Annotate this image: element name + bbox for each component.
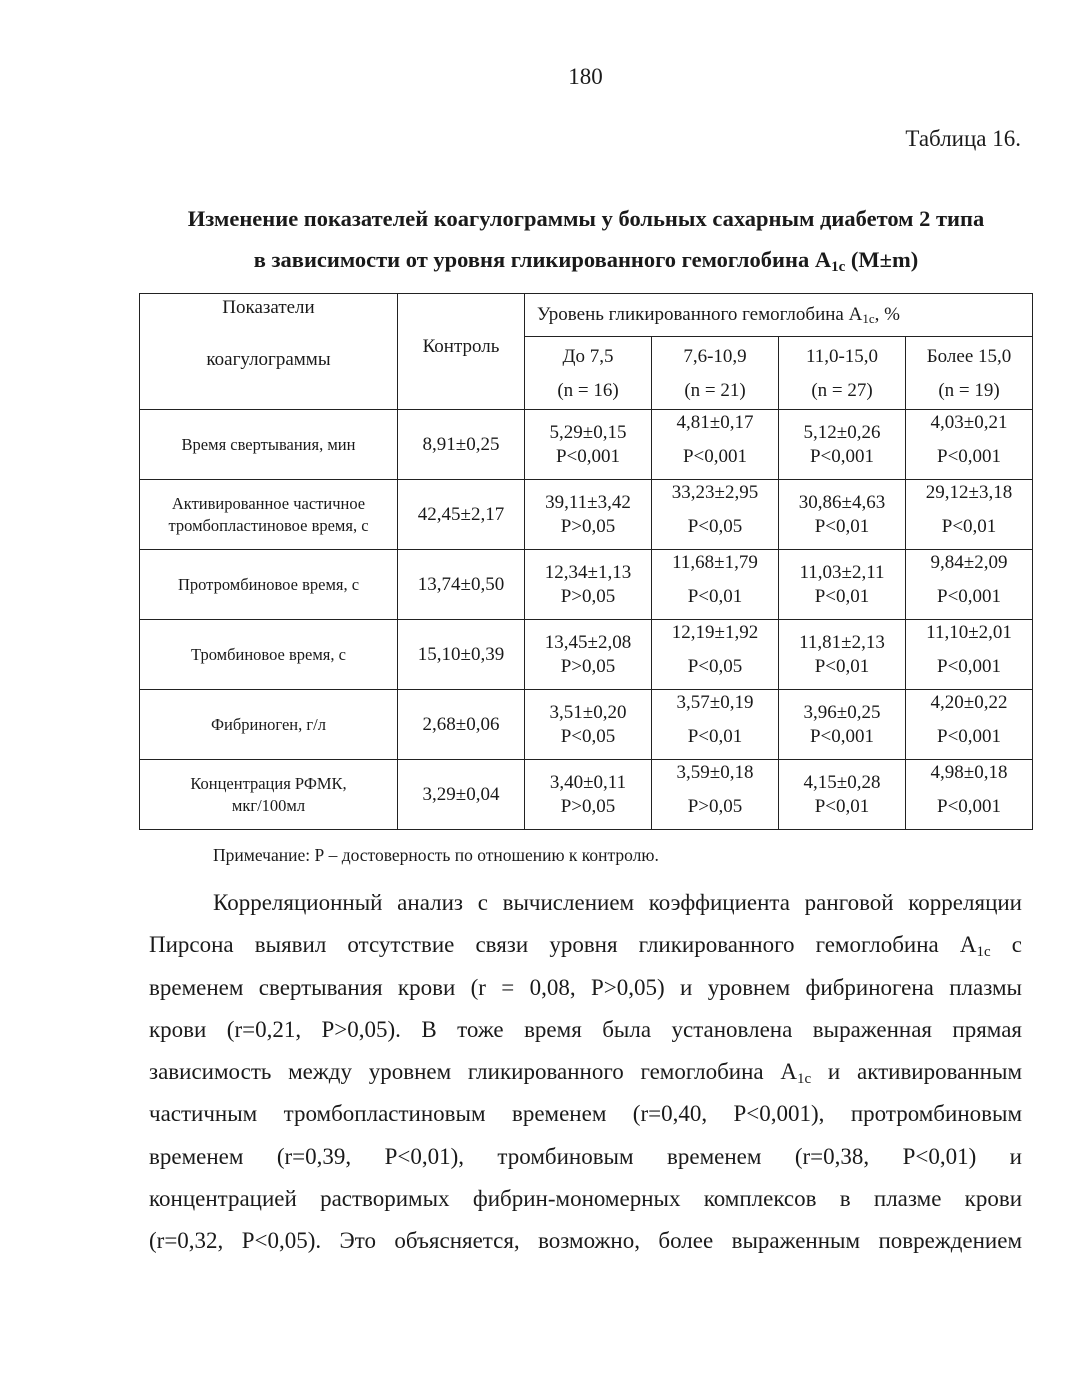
mean-value: 9,84±2,09 [930, 552, 1008, 573]
indicator-name [140, 550, 398, 620]
group-value-cell [652, 480, 779, 550]
p-value: P<0,01 [814, 795, 870, 817]
paragraph-text: Корреляционный анализ с вычислением коэффициента ранговой корреляции [213, 890, 1022, 915]
paragraph-text: Пирсона выявил отсутствие связи уровня гликированного гемоглобина А [149, 932, 977, 958]
p-value: P<0,001 [937, 796, 1002, 817]
title-subscript: 1c [831, 259, 846, 275]
title-line-2-suffix: (M±m) [845, 247, 919, 272]
group-value-cell [779, 480, 906, 550]
paragraph-line [149, 1178, 1022, 1220]
header-group-4 [906, 337, 1033, 410]
group-value-cell [779, 550, 906, 620]
p-value: P<0,001 [937, 726, 1002, 747]
paragraph-text: временем (r=0,39, P<0,01), тромбиновым временем (r=0,38, P<0,01) и [149, 1143, 1022, 1169]
header-control: Контроль [398, 294, 525, 410]
table-row [140, 480, 1033, 550]
indicator-line1: Тромбиновое время, с [191, 644, 346, 664]
p-value: P>0,05 [560, 655, 616, 677]
indicator-line1: Протромбиновое время, с [177, 574, 360, 594]
indicator-line2: мкг/100мл [231, 795, 306, 815]
table-row [140, 620, 1033, 690]
paragraph-line [149, 882, 1022, 924]
paragraph-text-suffix: и активированным [811, 1059, 1022, 1085]
paragraph-line [149, 1136, 1022, 1178]
table-row [140, 550, 1033, 620]
p-value: P>0,05 [560, 515, 616, 537]
mean-value: 3,40±0,11 [549, 771, 627, 793]
paragraph-text: крови (r=0,21, P>0,05). В тоже время была установлена выраженная прямая [149, 1016, 1022, 1042]
indicator-line1: Активированное частичное [171, 493, 366, 513]
mean-value: 12,34±1,13 [544, 561, 632, 583]
indicator-name [140, 480, 398, 550]
group-value-cell [779, 760, 906, 830]
paragraph-line [149, 924, 1022, 966]
p-value: P<0,01 [687, 586, 743, 607]
indicator-line1: Время свертывания, мин [181, 434, 356, 454]
mean-value: 4,03±0,21 [930, 412, 1008, 433]
group-value-cell [525, 480, 652, 550]
group-value-cell [652, 410, 779, 480]
group-value-cell [525, 760, 652, 830]
group-range: Более 15,0 [926, 346, 1012, 367]
p-value: P<0,05 [687, 516, 743, 537]
group-value-cell [652, 620, 779, 690]
p-value: P>0,05 [560, 795, 616, 817]
indicator-line2: тромбопластиновое время, с [168, 515, 369, 535]
p-value: P<0,01 [687, 726, 743, 747]
title-line-2 [140, 239, 1032, 280]
paragraph-text: временем свертывания крови (r = 0,08, P>0,05) и уровнем фибриногена плазмы [149, 974, 1022, 1000]
mean-value: 4,98±0,18 [930, 762, 1008, 783]
paragraph-text: частичным тромбопластиновым временем (r=0,40, P<0,001), протромбиновым [149, 1101, 1022, 1127]
table-row [140, 410, 1033, 480]
table-title [140, 198, 1032, 280]
mean-value: 4,81±0,17 [676, 412, 754, 433]
mean-value: 29,12±3,18 [925, 482, 1013, 503]
paragraph-line [149, 1093, 1022, 1135]
group-value-cell [906, 620, 1033, 690]
control-value: 15,10±0,39 [398, 620, 525, 690]
mean-value: 4,15±0,28 [803, 771, 881, 793]
group-value-cell [525, 620, 652, 690]
control-value: 8,91±0,25 [398, 410, 525, 480]
header-indicators-line1: Показатели [222, 297, 315, 318]
p-value: P<0,05 [687, 656, 743, 677]
control-value: 42,45±2,17 [398, 480, 525, 550]
mean-value: 4,20±0,22 [930, 692, 1008, 713]
title-line-2-text: в зависимости от уровня гликированного гемоглобина А [253, 247, 832, 272]
indicator-name [140, 690, 398, 760]
mean-value: 13,45±2,08 [544, 631, 632, 653]
page-number: 180 [568, 64, 603, 89]
p-value: P<0,01 [814, 655, 870, 677]
p-value: P<0,001 [809, 445, 875, 467]
mean-value: 3,57±0,19 [676, 692, 754, 713]
control-value: 13,74±0,50 [398, 550, 525, 620]
control-value: 2,68±0,06 [398, 690, 525, 760]
group-value-cell [779, 690, 906, 760]
group-value-cell [525, 410, 652, 480]
group-count: (n = 19) [938, 380, 1000, 401]
mean-value: 30,86±4,63 [798, 491, 886, 513]
p-value: P<0,001 [937, 446, 1002, 467]
group-value-cell [779, 620, 906, 690]
group-range: 11,0-15,0 [805, 346, 879, 367]
p-value: P<0,001 [809, 725, 875, 747]
paragraph-text-suffix: с [990, 932, 1022, 958]
mean-value: 3,96±0,25 [803, 701, 881, 723]
mean-value: 39,11±3,42 [545, 491, 631, 513]
table-row [140, 690, 1033, 760]
group-value-cell [652, 760, 779, 830]
paragraph-text: (r=0,32, P<0,05). Это объясняется, возможно, более выраженным повреждением [149, 1228, 1022, 1254]
indicator-name [140, 760, 398, 830]
mean-value: 3,51±0,20 [549, 701, 627, 723]
mean-value: 5,29±0,15 [549, 421, 627, 443]
p-value: P<0,001 [937, 586, 1002, 607]
paragraph-line [149, 967, 1022, 1009]
header-group-1 [525, 337, 652, 410]
paragraph-subscript: 1c [797, 1071, 812, 1088]
group-value-cell [525, 550, 652, 620]
table-row [140, 760, 1033, 830]
table-note: Примечание: Р – достоверность по отношению к контролю. [213, 845, 659, 865]
header-level-subscript: 1c [862, 311, 875, 326]
mean-value: 11,81±2,13 [799, 631, 885, 653]
p-value: P<0,01 [941, 516, 997, 537]
group-count: (n = 16) [557, 380, 619, 401]
p-value: P<0,01 [814, 515, 870, 537]
paragraph-subscript: 1c [976, 944, 991, 961]
group-value-cell [525, 690, 652, 760]
mean-value: 3,59±0,18 [676, 762, 754, 783]
p-value: P<0,001 [937, 656, 1002, 677]
indicator-name [140, 410, 398, 480]
header-group-3 [779, 337, 906, 410]
control-value: 3,29±0,04 [398, 760, 525, 830]
mean-value: 33,23±2,95 [671, 482, 759, 503]
p-value: P<0,01 [814, 585, 870, 607]
group-value-cell [906, 480, 1033, 550]
header-indicators-line2: коагулограммы [206, 349, 331, 370]
paragraph-line [149, 1051, 1022, 1093]
group-value-cell [652, 550, 779, 620]
header-level-text: Уровень гликированного гемоглобина А [537, 304, 863, 325]
group-value-cell [652, 690, 779, 760]
mean-value: 12,19±1,92 [671, 622, 759, 643]
header-group-2 [652, 337, 779, 410]
paragraph-text: концентрацией растворимых фибрин-мономерных комплексов в плазме крови [149, 1186, 1022, 1212]
indicator-line1: Фибриноген, г/л [211, 714, 326, 734]
p-value: P>0,05 [687, 796, 743, 817]
coagulogram-table [139, 293, 1033, 830]
group-value-cell [906, 690, 1033, 760]
group-value-cell [906, 550, 1033, 620]
group-value-cell [779, 410, 906, 480]
paragraph-line [149, 1220, 1022, 1262]
paragraph-line [149, 1009, 1022, 1051]
title-line-1: Изменение показателей коагулограммы у больных сахарным диабетом 2 типа [187, 206, 985, 231]
header-hba1c-level [525, 294, 1033, 337]
group-range: До 7,5 [562, 346, 614, 367]
p-value: P<0,05 [560, 725, 616, 747]
group-count: (n = 21) [684, 380, 746, 401]
group-value-cell [906, 760, 1033, 830]
group-range: 7,6-10,9 [683, 346, 747, 367]
indicator-line1: Концентрация РФМК, [190, 773, 347, 793]
table-label: Таблица 16. [905, 126, 1021, 151]
group-value-cell [906, 410, 1033, 480]
header-indicators [140, 294, 398, 410]
mean-value: 5,12±0,26 [803, 421, 881, 443]
paragraph-text: зависимость между уровнем гликированного гемоглобина А [149, 1059, 797, 1085]
mean-value: 11,03±2,11 [799, 561, 885, 583]
header-level-suffix: , % [874, 304, 900, 325]
mean-value: 11,68±1,79 [672, 552, 758, 573]
body-paragraph [149, 882, 1022, 1263]
group-count: (n = 27) [811, 380, 873, 401]
indicator-name [140, 620, 398, 690]
p-value: P<0,001 [555, 445, 621, 467]
mean-value: 11,10±2,01 [926, 622, 1012, 643]
p-value: P>0,05 [560, 585, 616, 607]
p-value: P<0,001 [682, 446, 748, 467]
